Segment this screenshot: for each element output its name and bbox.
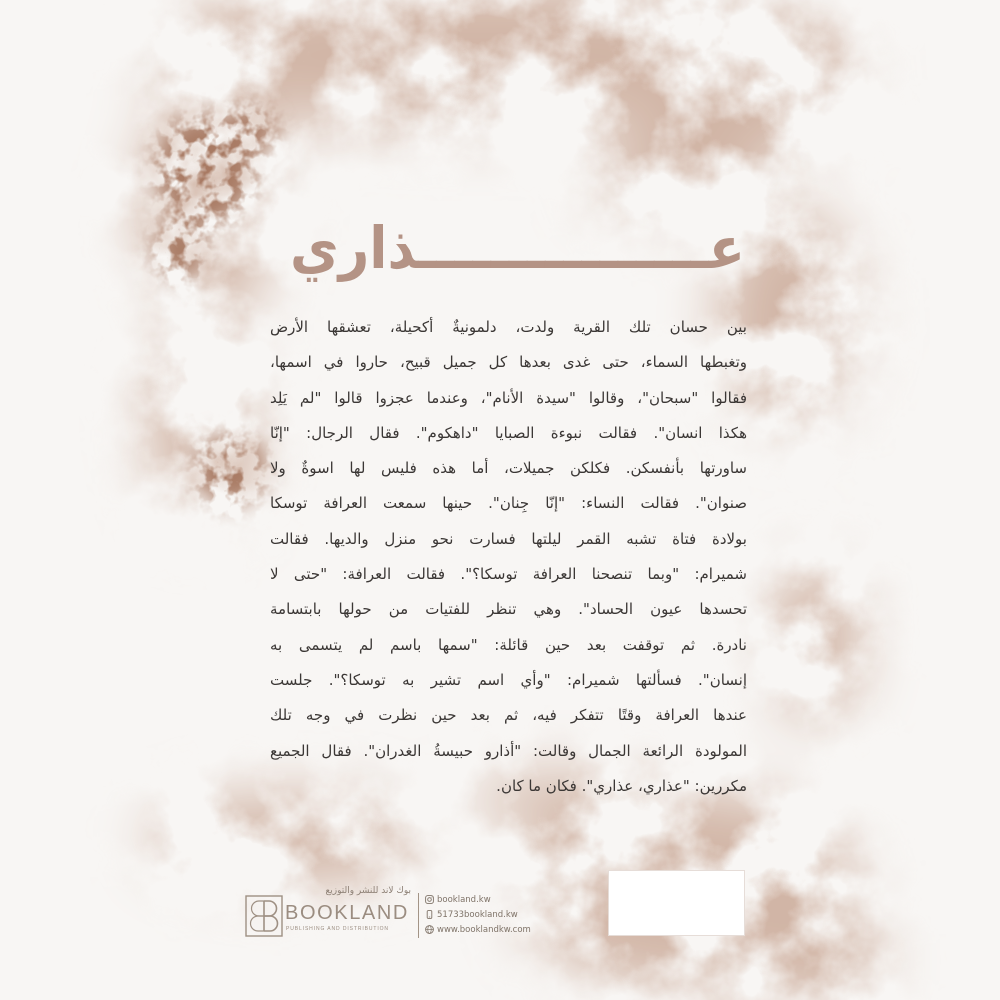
blurb-line: هكذا انسان". فقالت نبوءة الصبايا "داهكوم". فقال الرجال: "إنّا [270, 423, 747, 442]
globe-icon [425, 925, 434, 934]
blurb-line: وتغبطها السماء، حتى غدى بعدها كل جميل قبيح، حاروا في اسمها، [270, 353, 747, 372]
title-graphic [280, 200, 760, 310]
blurb-line: إنسان". فسألتها شميرام: "وأي اسم تشير به توسكا؟". جلست [270, 670, 747, 689]
book-title: عــــــــــــــــذاري [290, 214, 745, 282]
back-cover-blurb [270, 310, 747, 804]
contact-item [425, 907, 531, 922]
blurb-line: بولادة فتاة تشبه القمر ليلتها فسارت نحو منزل والديها. فقالت [270, 529, 747, 548]
contact-text: 51733bookland.kw [437, 909, 518, 920]
instagram-icon [425, 895, 434, 904]
blurb-line: ساورتها بأنفسكن. فكلكن جميلات، أما هذه فليس لها اسوةٌ ولا [270, 459, 747, 478]
blurb-line: تحسدها عيون الحساد". وهي تنظر للفتيات من حولها بابتسامة [270, 600, 747, 619]
blurb-line: فقالوا "سبحان"، وقالوا "سيدة الأنام"، وعندما عجزوا قالوا "لم يَلِد [270, 388, 747, 407]
barcode-placeholder [608, 870, 745, 936]
publisher-tagline: PUBLISHING AND DISTRIBUTION [286, 926, 389, 932]
contact-text: www.booklandkw.com [437, 924, 531, 935]
blurb-line: صنوان". فقالت النساء: "إنّا جِنان". حينها سمعت العرافة توسكا [270, 494, 747, 513]
blurb-line: بين حسان تلك القرية ولدت، دلمونيةٌ أكحيلة، تعشقها الأرض [270, 318, 747, 336]
blurb-line: شميرام: "وبما تنصحنا العرافة توسكا؟". فقالت العرافة: "حتى لا [270, 565, 747, 584]
phone-icon [425, 910, 434, 919]
blurb-line: المولودة الرائعة الجمال وقالت: "أذارو حبيسةُ الغدران". فقال الجميع [270, 741, 747, 760]
contact-item [425, 922, 531, 937]
contact-item [425, 892, 531, 907]
publisher-name: BOOKLAND [285, 902, 409, 924]
blurb-line: عندها العرافة وقتًا تتفكر فيه، ثم بعد حين نظرت في وجه تلك [270, 706, 747, 725]
bookland-monogram-icon [245, 895, 283, 937]
contact-text: bookland.kw [437, 894, 491, 905]
publisher-name-arabic: بوك لاند للنشر والتوزيع [325, 886, 411, 896]
publisher-divider [418, 893, 419, 938]
blurb-line: مكررين: "عذاري، عذاري". فكان ما كان. [496, 776, 747, 795]
publisher-contacts [425, 892, 531, 937]
blurb-line: نادرة. ثم توقفت بعد حين قائلة: "سمها باسم لم يتسمى به [270, 635, 747, 654]
